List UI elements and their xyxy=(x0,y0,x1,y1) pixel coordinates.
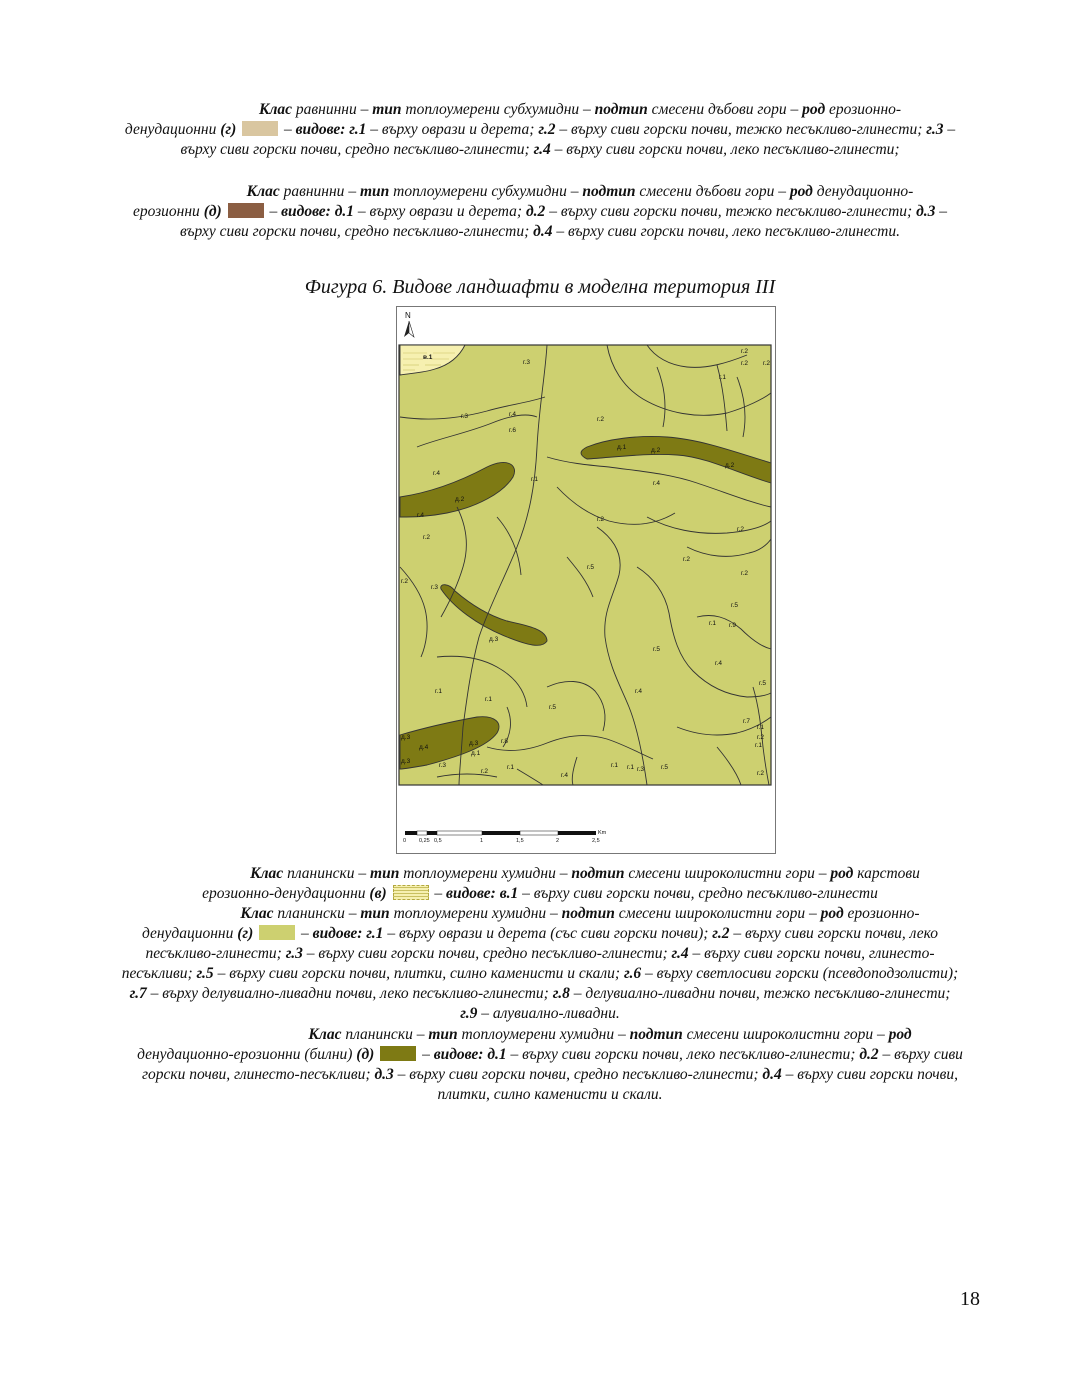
map-label: д.3 xyxy=(469,740,479,747)
map-label: г.2 xyxy=(763,360,770,367)
map-label: г.5 xyxy=(661,764,668,771)
scale-label: 0 xyxy=(403,838,407,844)
scale-label: 2 xyxy=(556,838,560,844)
map-label: г.4 xyxy=(561,772,568,779)
map-label: г.1 xyxy=(531,476,538,483)
map-label: г.2 xyxy=(481,768,488,775)
map-label: г.3 xyxy=(523,359,530,366)
map-label: г.1 xyxy=(755,742,762,749)
map-label: г.7 xyxy=(743,718,750,725)
map-label: д.3 xyxy=(489,636,499,643)
map-label: г.2 xyxy=(683,556,690,563)
map-label: г.9 xyxy=(729,622,736,629)
map-label: г.4 xyxy=(433,470,440,477)
scale-unit: Km xyxy=(598,830,607,836)
map-label: г.5 xyxy=(731,602,738,609)
map-label: г.3 xyxy=(439,762,446,769)
legend-swatch-tan xyxy=(242,121,278,136)
map-label: г.1 xyxy=(709,620,716,627)
map-label: г.3 xyxy=(431,584,438,591)
map-label: д.2 xyxy=(651,447,661,454)
map-label: г.1 xyxy=(627,764,634,771)
landscape-map xyxy=(397,307,775,853)
map-label: г.4 xyxy=(509,411,516,418)
map-label: г.1 xyxy=(435,688,442,695)
scale-label: 1 xyxy=(480,838,484,844)
map-label: г.5 xyxy=(587,564,594,571)
scale-label: 2,5 xyxy=(592,838,600,844)
map-label: г.2 xyxy=(741,570,748,577)
map-label: г.1 xyxy=(485,696,492,703)
map-label: г.4 xyxy=(417,512,424,519)
map-label: г.3 xyxy=(637,766,644,773)
map-label: д.1 xyxy=(617,444,627,451)
map-area xyxy=(399,345,771,785)
scale-label: 0,25 xyxy=(419,838,430,844)
map-label: г.5 xyxy=(549,704,556,711)
map-label: д.3 xyxy=(401,734,411,741)
map-label: г.2 xyxy=(741,348,748,355)
map-label: г.3 xyxy=(461,413,468,420)
north-label: N xyxy=(405,311,411,320)
scale-label: 0,5 xyxy=(434,838,442,844)
bottom-legend-entry-g: Клас планински – тип топлоумерени хумидни – подтип смесени широколистни гори – род ерозионно- денудационни (г) – видове: г.1 – върху оврази и дерета (със сиви горски почви); г.2 – върху сиви горски почви, леко песъкливо-глинести; г.3 – върху сиви горски почви, средно песъкливо-глинести; г.4 – върху сиви горски почви, глинесто-песъкливи; г.5 – върху сиви горски почви, плитки, силно каменисти и скали; г.6 – върху светлосиви горски (псевдоподзолисти); г.7 – върху делувиално-ливадни почви, леко песъкливо-глинести; г.8 – делувиално-ливадни почви, тежко песъкливо-глинести; г.9 – алувиално-ливадни. xyxy=(121,905,959,1022)
legend-swatch-yellow-green xyxy=(259,925,295,940)
map-label: д.1 xyxy=(471,750,481,757)
scale-bar xyxy=(405,831,596,835)
map-label: г.4 xyxy=(653,480,660,487)
map-label: д.4 xyxy=(419,744,429,751)
map-label: г.5 xyxy=(759,680,766,687)
scale-label: 1,5 xyxy=(516,838,524,844)
top-legend-entry-d: Клас равнинни – тип топлоумерени субхумидни – подтип смесени дъбови гори – род денудационно- ерозионни (д) – видове: д.1 – върху оврази и дерета; д.2 – върху сиви горски почви, тежко песъкливо-глинести; д.3 – върху сиви горски почви, средно песъкливо-глинести; д.4 – върху сиви горски почви, леко песъкливо-глинести. xyxy=(132,183,948,240)
map-label: г.8 xyxy=(501,738,508,745)
map-label: г.2 xyxy=(401,578,408,585)
map-label: г.4 xyxy=(635,688,642,695)
map-figure xyxy=(396,306,776,854)
legend-swatch-karst xyxy=(393,885,429,900)
bottom-legend-entry-v: Клас планински – тип топлоумерени хумидни – подтип смесени широколистни гори – род карстови ерозионно-денудационни (в) – видове: в.1 – върху сиви горски почви, средно песъкливо-глинести xyxy=(202,865,920,902)
map-label: д.2 xyxy=(455,496,465,503)
map-label: г.1 xyxy=(719,374,726,381)
map-label: г.2 xyxy=(741,360,748,367)
map-label: д.2 xyxy=(725,462,735,469)
map-label: г.1 xyxy=(757,724,764,731)
figure-caption: Фигура 6. Видове ландшафти в моделна територия III xyxy=(304,276,776,298)
map-label: г.1 xyxy=(507,764,514,771)
top-legend-entry-g: Клас равнинни – тип топлоумерени субхумидни – подтип смесени дъбови гори – род ерозионно- денудационни (г) – видове: г.1 – върху оврази и дерета; г.2 – върху сиви горски почви, тежко песъкливо-глинести; г.3 – върху сиви горски почви, средно песъкливо-глинести; г.4 – върху сиви горски почви, леко песъкливо-глинести; xyxy=(124,101,956,158)
map-label: г.2 xyxy=(597,516,604,523)
map-label: г.2 xyxy=(423,534,430,541)
map-label: г.1 xyxy=(611,762,618,769)
map-label: д.3 xyxy=(401,758,411,765)
map-label: г.2 xyxy=(757,770,764,777)
map-label: г.6 xyxy=(509,427,516,434)
legend-swatch-olive xyxy=(380,1046,416,1061)
legend-swatch-brown xyxy=(228,203,264,218)
bottom-legend-entry-d: Клас планински – тип топлоумерени хумидни – подтип смесени широколистни гори – род денудационно-ерозионни (билни) (д) – видове: д.1 – върху сиви горски почви, леко песъкливо-глинести; д.2 – върху сиви горски почви, глинесто-песъкливи; д.3 – върху сиви горски почви, средно песъкливо-глинести; д.4 – върху сиви горски почви, плитки, силно каменисти и скали. xyxy=(137,1026,963,1103)
map-label: г.2 xyxy=(737,526,744,533)
map-label: в.1 xyxy=(423,354,433,361)
page-number: 18 xyxy=(960,1288,980,1310)
map-label: г.5 xyxy=(653,646,660,653)
north-arrow-icon xyxy=(404,321,414,337)
map-label: г.4 xyxy=(715,660,722,667)
map-label: г.2 xyxy=(757,734,764,741)
map-label: г.2 xyxy=(597,416,604,423)
